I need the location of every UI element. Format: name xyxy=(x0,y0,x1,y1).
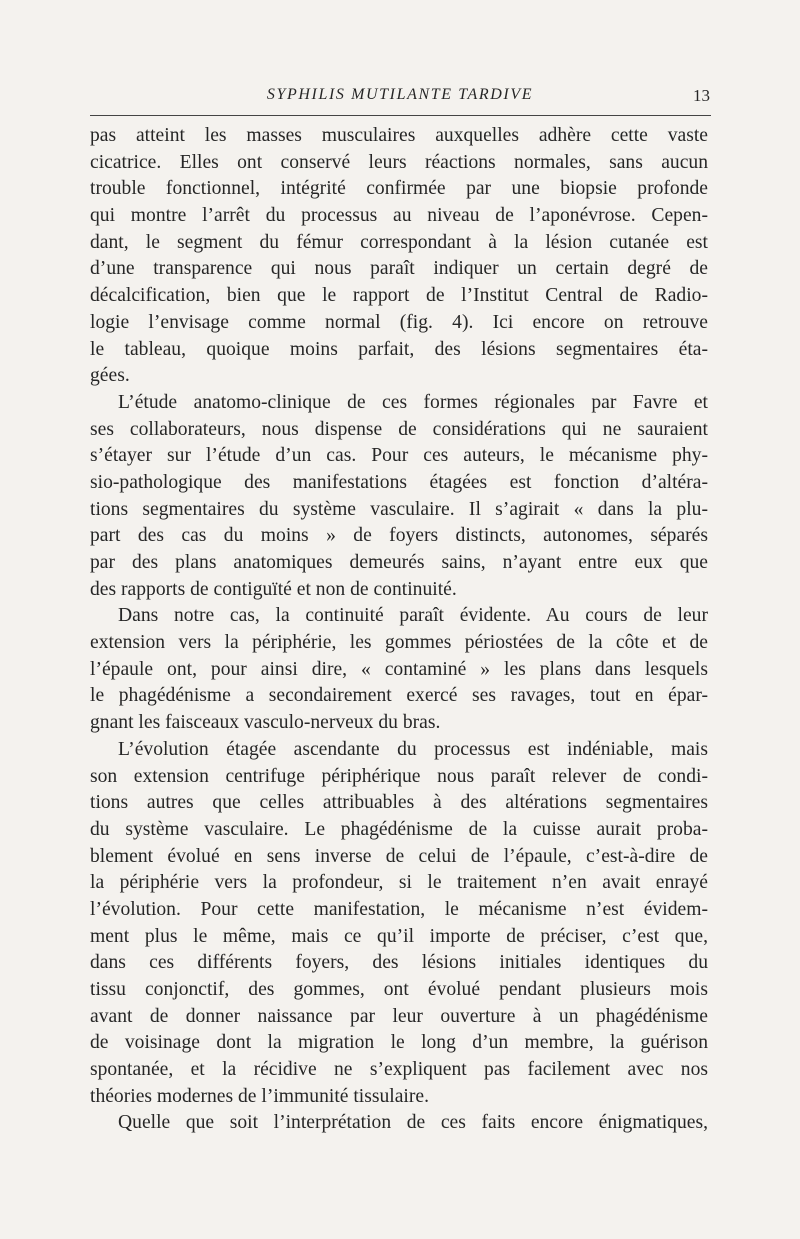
paragraph-first-line: Quelle que soit l’interprétation de ces faits encore énigmatiques, xyxy=(118,1112,708,1134)
text-line: du système vasculaire. Le phagédénisme de la cuisse aurait proba- xyxy=(90,818,708,840)
text-line: avant de donner naissance par leur ouverture à un phagédénisme xyxy=(90,1005,708,1027)
text-line: par des plans anatomiques demeurés sains, n’ayant entre eux que xyxy=(90,552,708,573)
text-line: sio-pathologique des manifestations étagées est fonction d’altéra- xyxy=(90,471,708,493)
running-head xyxy=(90,86,710,108)
text-line: théories modernes de l’immunité tissulaire. xyxy=(90,1085,429,1107)
text-line: pas atteint les masses musculaires auxquelles adhère cette vaste xyxy=(90,125,708,146)
text-line: tissu conjonctif, des gommes, ont évolué pendant plusieurs mois xyxy=(90,979,708,1000)
text-line: dant, le segment du fémur correspondant à la lésion cutanée est xyxy=(90,231,708,253)
body-text xyxy=(90,123,708,1137)
text-line: tions segmentaires du système vasculaire. Il s’agirait « dans la plu- xyxy=(90,498,708,520)
text-line: de voisinage dont la migration le long d’un membre, la guérison xyxy=(90,1032,708,1054)
text-line: son extension centrifuge périphérique nous paraît relever de condi- xyxy=(90,765,708,787)
running-title: SYPHILIS MUTILANTE TARDIVE xyxy=(266,86,534,103)
text-line: dans ces différents foyers, des lésions initiales identiques du xyxy=(90,952,708,974)
text-line: s’étayer sur l’étude d’un cas. Pour ces auteurs, le mécanisme phy- xyxy=(90,445,708,467)
text-line: le phagédénisme a secondairement exercé ses ravages, tout en épar- xyxy=(90,685,708,707)
text-line: ses collaborateurs, nous dispense de considérations qui ne sauraient xyxy=(90,418,708,440)
header-rule xyxy=(90,115,711,116)
text-line: d’une transparence qui nous paraît indiquer un certain degré de xyxy=(90,258,708,280)
text-line: spontanée, et la récidive ne s’expliquent pas facilement avec nos xyxy=(90,1059,708,1081)
paragraph-first-line: L’étude anatomo-clinique de ces formes régionales par Favre et xyxy=(118,391,708,413)
text-line: tions autres que celles attribuables à des altérations segmentaires xyxy=(90,792,708,814)
text-line: des rapports de contiguïté et non de continuité. xyxy=(90,578,457,600)
text-line: l’évolution. Pour cette manifestation, le mécanisme n’est évidem- xyxy=(90,898,708,920)
text-line: part des cas du moins » de foyers distincts, autonomes, séparés xyxy=(90,525,708,547)
text-line: décalcification, bien que le rapport de l’Institut Central de Radio- xyxy=(90,285,708,307)
text-line: blement évolué en sens inverse de celui de l’épaule, c’est-à-dire de xyxy=(90,845,708,867)
text-line: cicatrice. Elles ont conservé leurs réactions normales, sans aucun xyxy=(90,151,708,173)
text-line: extension vers la périphérie, les gommes périostées de la côte et de xyxy=(90,632,708,654)
page-number: 13 xyxy=(693,86,710,105)
text-line: la périphérie vers la profondeur, si le traitement n’en avait enrayé xyxy=(90,872,708,894)
text-line: logie l’envisage comme normal (fig. 4). Ici encore on retrouve xyxy=(90,311,708,333)
text-line: gnant les faisceaux vasculo-nerveux du bras. xyxy=(90,712,441,734)
text-line: le tableau, quoique moins parfait, des lésions segmentaires éta- xyxy=(90,338,708,360)
text-line: gées. xyxy=(90,365,130,387)
text-line: ment plus le même, mais ce qu’il importe de préciser, c’est que, xyxy=(90,925,708,947)
text-line: l’épaule ont, pour ainsi dire, « contaminé » les plans dans lesquels xyxy=(90,658,708,680)
text-line: trouble fonctionnel, intégrité confirmée par une biopsie profonde xyxy=(90,178,708,200)
text-line: qui montre l’arrêt du processus au niveau de l’aponévrose. Cepen- xyxy=(90,205,708,227)
paragraph-first-line: Dans notre cas, la continuité paraît évidente. Au cours de leur xyxy=(118,605,708,627)
paragraph-first-line: L’évolution étagée ascendante du processus est indéniable, mais xyxy=(118,738,708,760)
